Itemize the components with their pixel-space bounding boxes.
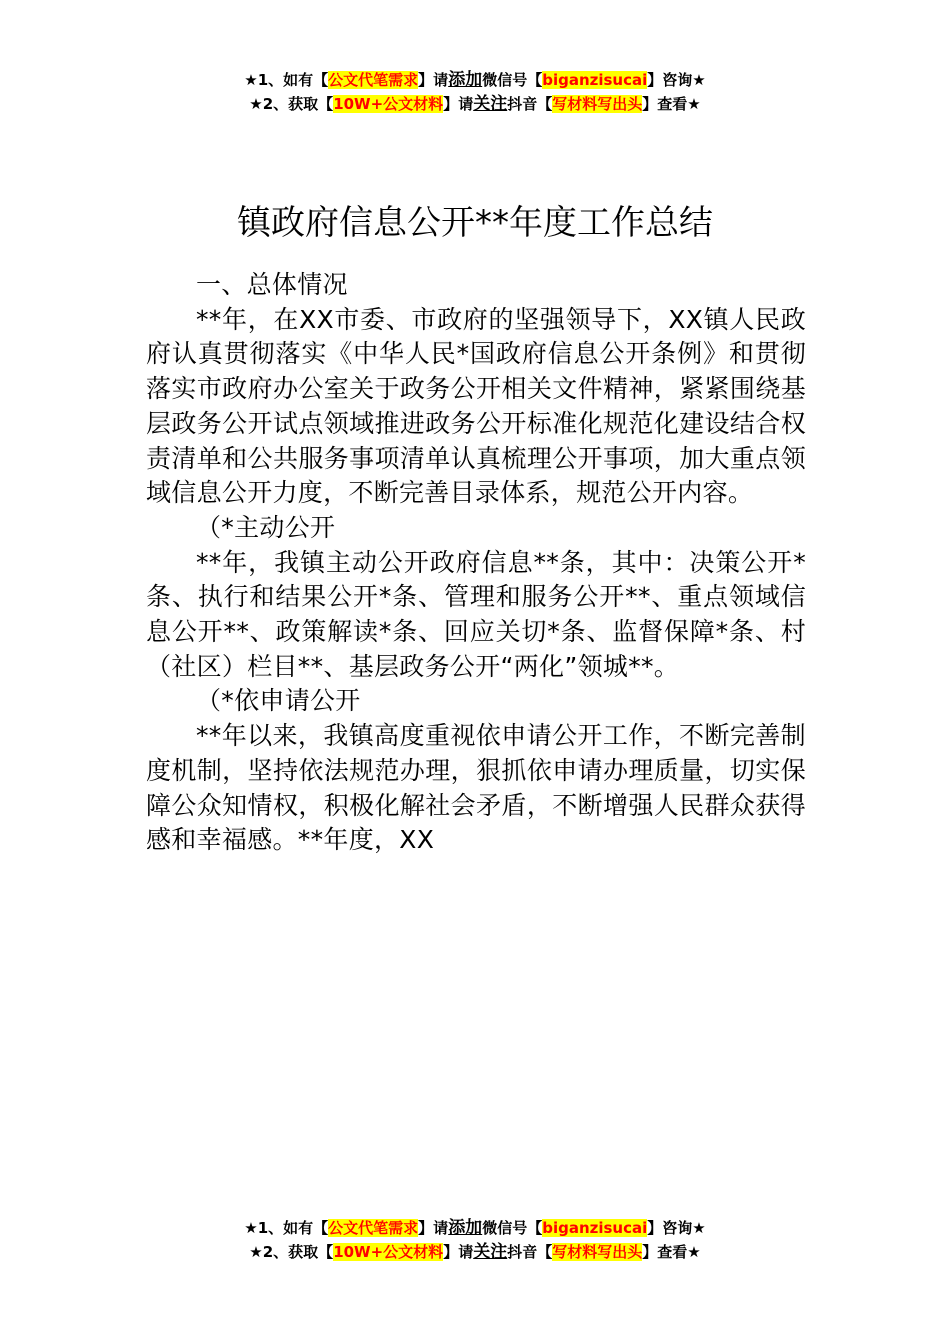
- subsection-heading: （*依申请公开: [196, 686, 361, 716]
- banner-text: ★1、如有【: [244, 71, 329, 89]
- banner-highlight: 10W+公文材料: [333, 1243, 444, 1261]
- paragraph: **年以来，我镇高度重视依申请公开工作，不断完善制度机制，坚持依法规范办理，狠抓依申请办理质量，切实保障公众知情权，积极化解社会矛盾，不断增强人民群众获得感和幸福感。**年度，XX: [146, 721, 806, 855]
- banner-text: 】请: [443, 1243, 474, 1261]
- document-title: 镇政府信息公开**年度工作总结: [237, 202, 713, 243]
- banner-emphasis: 添加: [448, 70, 483, 90]
- banner-line-2: [0, 92, 950, 116]
- paragraph: **年，在XX市委、市政府的坚强领导下，XX镇人民政府认真贯彻落实《中华人民*国政府信息公开条例》和贯彻落实市政府办公室关于政务公开相关文件精神，紧紧围绕基层政务公开试点领域推进政务公开标准化规范化建设结合权责清单和公共服务事项清单认真梳理公开事项，加大重点领域信息公开力度，不断完善目录体系，规范公开内容。: [146, 304, 806, 508]
- banner-text: ★2、获取【: [249, 1243, 334, 1261]
- banner-line-2: [0, 1240, 950, 1264]
- banner-text: 微信号【: [482, 71, 543, 89]
- footer-banner: [0, 1216, 950, 1264]
- banner-text: 】请: [418, 1219, 449, 1237]
- banner-highlight: 10W+公文材料: [333, 95, 444, 113]
- banner-text: 】请: [418, 71, 449, 89]
- banner-text: 】查看★: [642, 1243, 701, 1261]
- banner-line-1: [0, 68, 950, 92]
- banner-line-1: [0, 1216, 950, 1240]
- document-body: [146, 268, 806, 858]
- banner-emphasis: 关注: [473, 94, 508, 114]
- banner-highlight: biganzisucai: [542, 71, 648, 89]
- paragraph: **年，我镇主动公开政府信息**条，其中：决策公开*条、执行和结果公开*条、管理和服务公开**、重点领域信息公开**、政策解读*条、回应关切*条、监督保障*条、村（社区）栏目**、基层政务公开“两化”领城**。: [146, 547, 806, 681]
- header-banner: [0, 68, 950, 116]
- section-heading: 一、总体情况: [196, 270, 348, 299]
- banner-text: ★2、获取【: [249, 95, 334, 113]
- banner-text: 】请: [443, 95, 474, 113]
- banner-text: ★1、如有【: [244, 1219, 329, 1237]
- subsection-heading: （*主动公开: [196, 512, 336, 542]
- banner-text: 】咨询★: [647, 71, 706, 89]
- banner-emphasis: 添加: [448, 1218, 483, 1238]
- banner-text: 】咨询★: [647, 1219, 706, 1237]
- banner-text: 抖音【: [507, 95, 553, 113]
- banner-highlight: 写材料写出头: [552, 1243, 643, 1261]
- banner-text: 微信号【: [482, 1219, 543, 1237]
- banner-highlight: 写材料写出头: [552, 95, 643, 113]
- banner-text: 】查看★: [642, 95, 701, 113]
- banner-highlight: 公文代笔需求: [328, 1219, 419, 1237]
- banner-emphasis: 关注: [473, 1242, 508, 1262]
- banner-highlight: biganzisucai: [542, 1219, 648, 1237]
- banner-text: 抖音【: [507, 1243, 553, 1261]
- banner-highlight: 公文代笔需求: [328, 71, 419, 89]
